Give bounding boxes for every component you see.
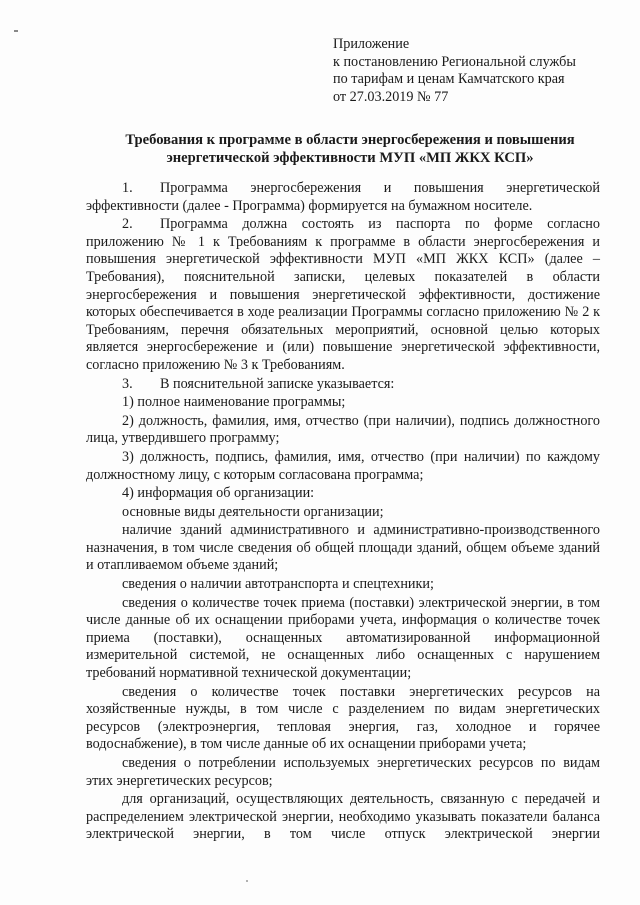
- sub-item: основные виды деятельности организации;: [122, 503, 384, 520]
- sub-item: наличие зданий административного и административно-производственного назначения, в том числе сведения об общей площади зданий, общем объеме зданий и отапливаемом объеме зданий;: [86, 522, 600, 574]
- paragraph-number: 3.: [122, 375, 133, 392]
- annex-header: [333, 36, 623, 106]
- scan-mark: [14, 30, 18, 32]
- list-item: 4) информация об организации:: [122, 485, 315, 502]
- sub-item: сведения о количестве точек приема (поставки) электрической энергии, в том числе данные об их оснащении приборами учета, информация о количестве точек приема (поставки), оснащенных автоматизированной информационной измерительной системой, не оснащенных либо оснащенных с нарушением требований нормативной технической документации;: [86, 594, 600, 682]
- document-title: [100, 131, 600, 167]
- sub-item: сведения о наличии автотранспорта и спецтехники;: [122, 576, 434, 593]
- title-line: Требования к программе в области энергосбережения и повышения: [125, 132, 575, 148]
- paragraph-2: [86, 216, 600, 374]
- paragraph-text: Программа должна состоять из паспорта по форме согласно приложению № 1 к Требованиям к программе в области энергосбережения и повышения энергетической эффективности МУП «МП ЖКХ КСП» (далее – Требования), пояснительной записки, целевых показателей в области энергосбережения и повышения энергетической эффективности, достижение которых обеспечивается в ходе реализации Программы согласно приложению № 2 к Требованиям, перечня обязательных мероприятий, основной целью которых является энергосбережение и (или) повышение энергетической эффективности, согласно приложению № 3 к Требованиям.: [86, 216, 600, 373]
- sub-item: сведения о количестве точек поставки энергетических ресурсов на хозяйственные нужды, в том числе с разделением по видам энергетических ресурсов (электроэнергия, тепловая энергия, газ, холодное и горячее водоснабжение), в том числе данные об их оснащении приборами учета;: [86, 683, 600, 753]
- annex-line: к постановлению Региональной службы: [333, 53, 576, 70]
- scan-dot: [246, 880, 248, 882]
- sub-item: сведения о потреблении используемых энергетических ресурсов по видам этих энергетических ресурсов;: [86, 755, 600, 789]
- list-item: 1) полное наименование программы;: [122, 394, 346, 411]
- paragraph-1: [86, 180, 600, 215]
- annex-line: от 27.03.2019 № 77: [333, 88, 449, 105]
- annex-line: по тарифам и ценам Камчатского края: [333, 71, 565, 87]
- paragraph-text: В пояснительной записке указывается:: [160, 375, 395, 392]
- document-body: [86, 180, 600, 845]
- paragraph-number: 2.: [122, 216, 133, 233]
- list-item: 2) должность, фамилия, имя, отчество (при наличии), подпись должностного лица, утвердившего программу;: [86, 412, 600, 447]
- sub-item: для организаций, осуществляющих деятельность, связанную с передачей и распределением электрической энергии, необходимо указывать показатели баланса электрической энергии, в том числе отпуск электрической энергии: [86, 791, 600, 843]
- title-line: энергетической эффективности МУП «МП ЖКХ КСП»: [166, 150, 534, 166]
- paragraph-3: [86, 376, 600, 394]
- list-item: 3) должность, подпись, фамилия, имя, отчество (при наличии) по каждому должностному лицу, с которым согласована программа;: [86, 448, 600, 483]
- paragraph-number: 1.: [122, 180, 133, 196]
- annex-line: Приложение: [333, 36, 410, 52]
- paragraph-text: Программа энергосбережения и повышения энергетической эффективности (далее - Программа) формируется на бумажном носителе.: [86, 180, 600, 214]
